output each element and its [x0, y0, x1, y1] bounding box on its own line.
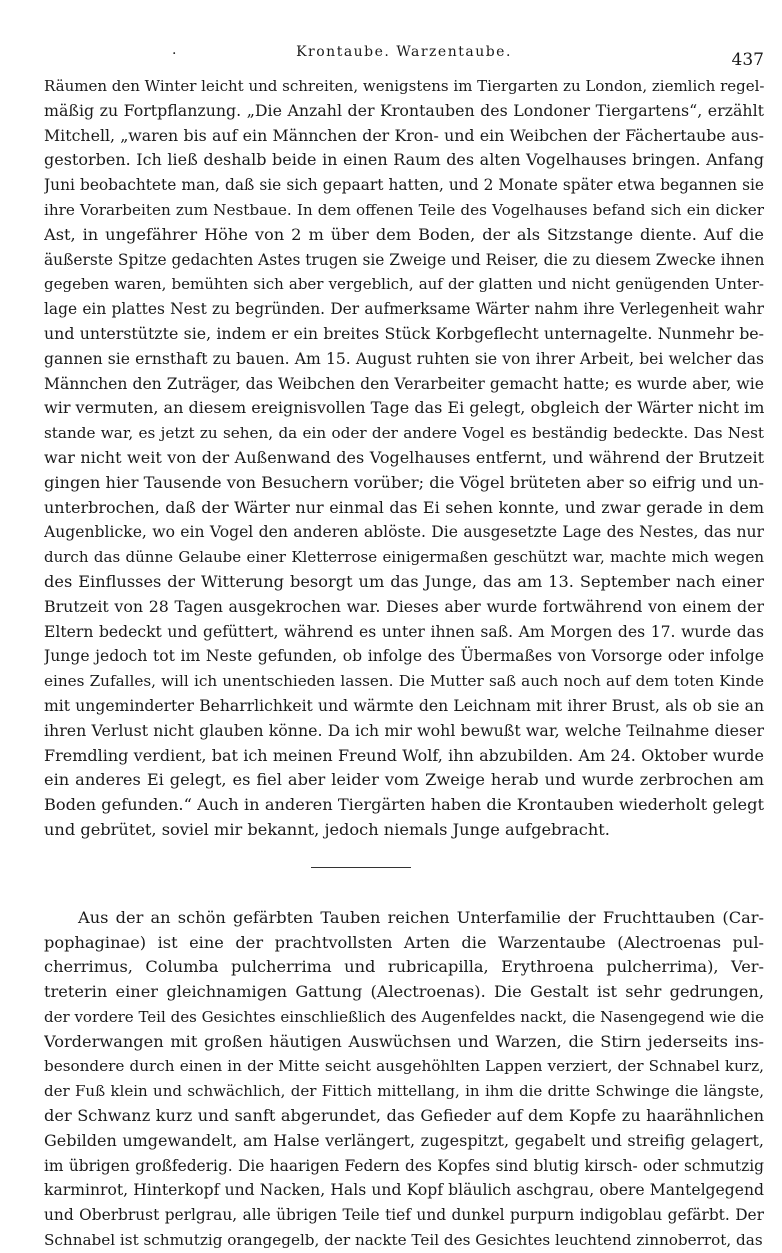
text-line: Schnabel ist schmutzig orangegelb, der nackte Teil des Gesichtes leuchtend zinnoberrot, das — [44, 1231, 763, 1250]
paragraph-warzentaube — [44, 906, 764, 1253]
text-line: der vordere Teil des Gesichtes einschließlich des Augenfeldes nackt, die Nasengegend wie die — [44, 1007, 764, 1026]
text-line: der Schwanz kurz und sanft abgerundet, das Gefieder auf dem Kopfe zu haarähnlichen — [44, 1106, 764, 1126]
text-line: ihre Vorarbeiten zum Nestbaue. In dem offenen Teile des Vogelhauses befand sich ein dicker — [44, 200, 764, 219]
section-divider — [311, 867, 411, 868]
book-page — [44, 40, 764, 1253]
text-line: im übrigen großfederig. Die haarigen Federn des Kopfes sind blutig kirsch- oder schmutzig — [44, 1156, 764, 1175]
text-line: Aus der an schön gefärbten Tauben reichen Unterfamilie der Fruchttauben (Car- — [78, 907, 764, 927]
text-line: Juni beobachtete man, daß sie sich gepaart hatten, und 2 Monate später etwa begannen sie — [44, 176, 764, 195]
text-line: treterin einer gleichnamigen Gattung (Alectroenas). Die Gestalt ist sehr gedrungen, — [44, 982, 764, 1002]
text-line: Junge jedoch tot im Neste gefunden, ob infolge des Übermaßes von Vorsorge oder infolge — [44, 647, 764, 666]
page-number: 437 — [731, 50, 764, 70]
text-line: wir vermuten, an diesem ereignisvollen Tage das Ei gelegt, obgleich der Wärter nicht im — [44, 398, 764, 418]
header-dot: · — [172, 46, 177, 62]
paragraph-krontaube — [44, 74, 764, 843]
text-line: Mitchell, „waren bis auf ein Männchen der Kron- und ein Weibchen der Fächertaube aus- — [44, 125, 764, 145]
text-line: eines Zufalles, will ich unentschieden lassen. Die Mutter saß auch noch auf dem toten Kinde — [44, 672, 764, 691]
text-line: des Einflusses der Witterung besorgt um das Junge, das am 13. September nach einer — [44, 571, 764, 591]
text-line: Fremdling verdient, bat ich meinen Freund Wolf, ihn abzubilden. Am 24. Oktober wurde — [44, 745, 764, 765]
text-line: Räumen den Winter leicht und schreiten, wenigstens im Tiergarten zu London, ziemlich regel- — [44, 77, 764, 95]
text-line: cherrimus, Columba pulcherrima und rubricapilla, Erythroena pulcherrima), Ver- — [44, 957, 764, 977]
text-line: ihren Verlust nicht glauben könne. Da ich mir wohl bewußt war, welche Teilnahme dieser — [44, 720, 764, 740]
text-line: unterbrochen, daß der Wärter nur einmal das Ei sehen konnte, und zwar gerade in dem — [44, 497, 764, 517]
text-line: lage ein plattes Nest zu begründen. Der aufmerksame Wärter nahm ihre Verlegenheit wahr — [44, 300, 764, 319]
text-line: gannen sie ernsthaft zu bauen. Am 15. August ruhten sie von ihrer Arbeit, bei welcher das — [44, 349, 764, 368]
text-line: ein anderes Ei gelegt, es fiel aber leider vom Zweige herab und wurde zerbrochen am — [44, 770, 764, 790]
text-line: Augenblicke, wo ein Vogel den anderen ablöste. Die ausgesetzte Lage des Nestes, das nur — [44, 523, 764, 542]
text-line: Ast, in ungefährer Höhe von 2 m über dem Boden, der als Sitzstange diente. Auf die — [44, 224, 764, 244]
text-line: gestorben. Ich ließ deshalb beide in einen Raum des alten Vogelhauses bringen. Anfang — [44, 150, 764, 170]
text-line: Männchen den Zuträger, das Weibchen den Verarbeiter gemacht hatte; es wurde aber, wie — [44, 374, 764, 393]
running-header — [44, 40, 764, 70]
text-line: karminrot, Hinterkopf und Nacken, Hals und Kopf bläulich aschgrau, obere Mantelgegend — [44, 1181, 764, 1200]
text-line: mäßig zu Fortpflanzung. „Die Anzahl der Krontauben des Londoner Tiergartens“, erzählt — [44, 100, 764, 120]
running-title: Krontaube. Warzentaube. — [296, 44, 512, 60]
text-line: mit ungeminderter Beharrlichkeit und wärmte den Leichnam mit ihrer Brust, als ob sie an — [44, 696, 764, 715]
text-line: der Fuß klein und schwächlich, der Fittich mittellang, in ihm die dritte Schwinge die längste, — [44, 1082, 764, 1101]
text-line: Brutzeit von 28 Tagen ausgekrochen war. Dieses aber wurde fortwährend von einem der — [44, 596, 764, 616]
text-line: gingen hier Tausende von Besuchern vorüber; die Vögel brüteten aber so eifrig und un- — [44, 472, 764, 492]
text-line: pophaginae) ist eine der prachtvollsten Arten die Warzentaube (Alectroenas pul- — [44, 932, 764, 952]
text-line: Vorderwangen mit großen häutigen Auswüchsen und Warzen, die Stirn jederseits ins- — [44, 1031, 764, 1051]
text-line: und gebrütet, soviel mir bekannt, jedoch niemals Junge aufgebracht. — [44, 819, 610, 839]
text-line: und unterstützte sie, indem er ein breites Stück Korbgeflecht unternagelte. Nunmehr be- — [44, 323, 764, 343]
text-line: und Oberbrust perlgrau, alle übrigen Teile tief und dunkel purpurn indigoblau gefärbt. Der — [44, 1206, 764, 1225]
text-line: stande war, es jetzt zu sehen, da ein oder der andere Vogel es beständig bedeckte. Das Nest — [44, 424, 764, 443]
text-line: gegeben waren, bemühten sich aber vergeblich, auf der glatten und nicht genügenden Unter- — [44, 275, 764, 294]
text-line: Gebilden umgewandelt, am Halse verlängert, zugespitzt, gegabelt und streifig gelagert, — [44, 1130, 764, 1150]
text-line: Eltern bedeckt und gefüttert, während es unter ihnen saß. Am Morgen des 17. wurde das — [44, 622, 764, 641]
text-line: besondere durch einen in der Mitte seicht ausgehöhlten Lappen verziert, der Schnabel kurz, — [44, 1057, 764, 1076]
text-line: durch das dünne Gelaube einer Kletterrose einigermaßen geschützt war, machte mich wegen — [44, 548, 764, 567]
text-line: war nicht weit von der Außenwand des Vogelhauses entfernt, und während der Brutzeit — [44, 447, 764, 467]
text-line: Boden gefunden.“ Auch in anderen Tiergärten haben die Krontauben wiederholt gelegt — [44, 795, 764, 815]
text-line: äußerste Spitze gedachten Astes trugen sie Zweige und Reiser, die zu diesem Zwecke ihnen — [44, 250, 764, 269]
